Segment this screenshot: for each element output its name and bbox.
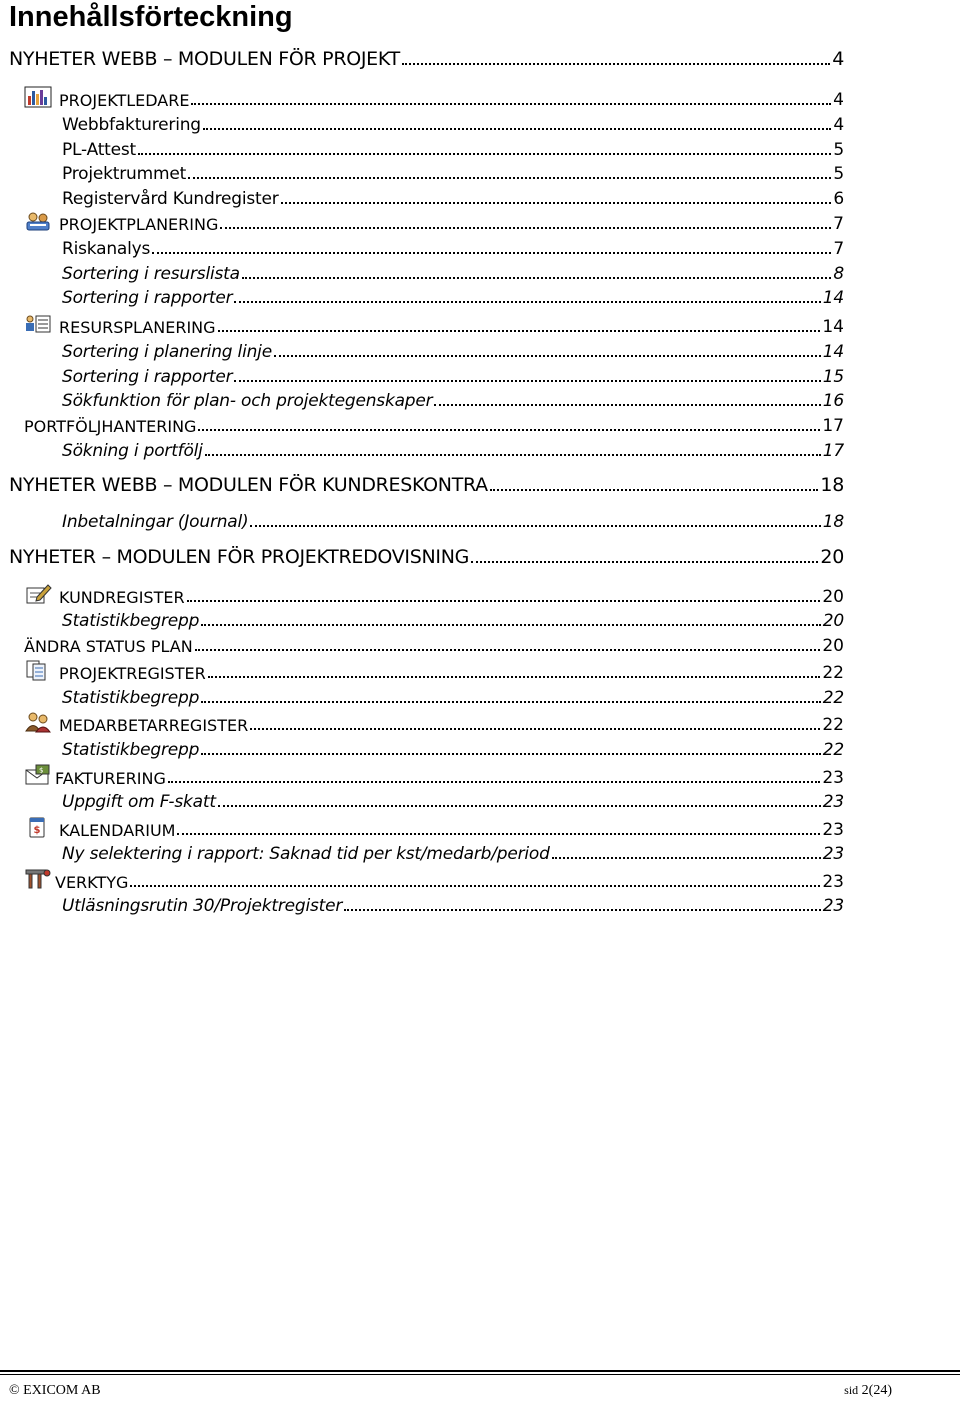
toc-entry-page: 16 — [822, 391, 844, 411]
toc-entry-page: 4 — [832, 48, 844, 70]
toc-leader-dots — [242, 277, 832, 279]
toc-entry[interactable] — [24, 762, 844, 788]
toc-leader-dots — [250, 728, 820, 730]
tools-icon — [24, 868, 52, 890]
footer-rule-thin — [0, 1374, 960, 1375]
toc-entry-page: 17 — [822, 416, 844, 436]
document-list-icon — [24, 659, 52, 681]
toc-entry-label: Statistikbegrepp — [62, 611, 200, 631]
toc-entry-label: NYHETER – MODULEN FÖR PROJEKTREDOVISNING — [9, 546, 470, 568]
toc-leader-dots — [490, 489, 819, 491]
toc-entry[interactable] — [62, 605, 844, 631]
toc-entry[interactable] — [24, 84, 844, 110]
toc-leader-dots — [208, 676, 821, 678]
toc-entry-label: PL-Attest — [62, 140, 137, 160]
toc-entry-label: VERKTYG — [55, 873, 129, 892]
toc-leader-dots — [203, 128, 831, 130]
toc-entry-page: 20 — [822, 636, 844, 656]
toc-entry-page: 14 — [822, 342, 844, 362]
toc-entry-label: Uppgift om F-skatt — [62, 792, 216, 812]
toc-entry-label: Sortering i resurslista — [62, 264, 240, 284]
toc-entry-page: 18 — [822, 512, 844, 532]
footer-page-value: 2(24) — [861, 1383, 892, 1398]
toc-entry-label: Webbfakturering — [62, 115, 201, 135]
toc-entry-page: 5 — [833, 164, 844, 184]
toc-entry[interactable] — [62, 258, 844, 284]
toc-entry[interactable] — [62, 734, 844, 760]
toc-entry-page: 23 — [822, 820, 844, 840]
toc-entry[interactable] — [62, 506, 844, 532]
toc-entry[interactable] — [24, 866, 844, 892]
toc-entry-page: 20 — [820, 546, 844, 568]
toc-entry-label: Registervård Kundregister — [62, 189, 279, 209]
footer-page-number — [844, 1383, 892, 1399]
toc-entry[interactable] — [62, 233, 844, 259]
toc-entry[interactable] — [24, 814, 844, 840]
toc-entry-label: KUNDREGISTER — [59, 588, 185, 607]
toc-entry-page: 4 — [833, 90, 844, 110]
toc-leader-dots — [344, 909, 821, 911]
resource-planning-icon — [24, 313, 52, 335]
toc-entry-label: NYHETER WEBB – MODULEN FÖR PROJEKT — [9, 48, 400, 70]
toc-entry[interactable] — [62, 336, 844, 362]
footer-rule — [0, 1370, 960, 1372]
toc-entry-label: PORTFÖLJHANTERING — [24, 417, 197, 436]
toc-entry-label: MEDARBETARREGISTER — [59, 716, 249, 735]
toc-entry-label: Sökfunktion för plan- och projektegenskaper — [62, 391, 433, 411]
toc-entry[interactable] — [62, 109, 844, 135]
toc-entry[interactable] — [9, 542, 844, 568]
toc-entry-page: 22 — [822, 663, 844, 683]
toc-leader-dots — [168, 781, 821, 783]
toc-entry[interactable] — [24, 709, 844, 735]
toc-entry-page: 20 — [822, 611, 844, 631]
toc-leader-dots — [198, 429, 820, 431]
toc-entry-page: 22 — [822, 740, 844, 760]
toc-leader-dots — [195, 649, 821, 651]
toc-entry-page: 18 — [820, 474, 844, 496]
toc-leader-dots — [220, 227, 831, 229]
toc-entry-page: 6 — [833, 189, 844, 209]
toc-entry-page: 20 — [822, 587, 844, 607]
toc-entry-page: 17 — [822, 441, 844, 461]
toc-entry-label: Sortering i rapporter — [62, 367, 233, 387]
toc-leader-dots — [177, 833, 820, 835]
toc-entry[interactable] — [62, 282, 844, 308]
toc-entry-label: Sortering i planering linje — [62, 342, 272, 362]
toc-entry[interactable] — [9, 44, 844, 70]
toc-entry-label: Sökning i portfölj — [62, 441, 203, 461]
toc-leader-dots — [201, 624, 821, 626]
toc-entry[interactable] — [62, 786, 844, 812]
toc-entry-page: 7 — [833, 239, 844, 259]
calendar-icon — [24, 816, 52, 838]
toc-leader-dots — [234, 380, 820, 382]
toc-leader-dots — [205, 454, 821, 456]
toc-leader-dots — [552, 857, 821, 859]
toc-entry-page: 23 — [822, 792, 844, 812]
toc-leader-dots — [201, 701, 821, 703]
toc-entry-label: RESURSPLANERING — [59, 318, 216, 337]
toc-leader-dots — [434, 404, 820, 406]
toc-entry-label: PROJEKTLEDARE — [59, 91, 190, 110]
toc-leader-dots — [281, 202, 832, 204]
toc-leader-dots — [152, 252, 831, 254]
toc-entry-label: PROJEKTREGISTER — [59, 664, 206, 683]
toc-leader-dots — [138, 153, 831, 155]
toc-entry-page: 15 — [822, 367, 844, 387]
toc-entry[interactable] — [62, 158, 844, 184]
toc-leader-dots — [218, 330, 821, 332]
toc-entry-page: 23 — [822, 844, 844, 864]
people-icon — [24, 711, 52, 733]
toc-entry-page: 22 — [822, 715, 844, 735]
toc-entry-label: NYHETER WEBB – MODULEN FÖR KUNDRESKONTRA — [9, 474, 488, 496]
toc-entry-label: Projektrummet — [62, 164, 187, 184]
toc-entry-label: FAKTURERING — [55, 769, 166, 788]
toc-entry[interactable] — [24, 311, 844, 337]
toc-entry-label: Statistikbegrepp — [62, 740, 200, 760]
toc-entry[interactable] — [62, 361, 844, 387]
edit-document-icon — [24, 583, 52, 605]
toc-leader-dots — [250, 525, 820, 527]
toc-entry-page: 4 — [833, 115, 844, 135]
toc-leader-dots — [191, 103, 831, 105]
toc-entry[interactable] — [62, 385, 844, 411]
toc-entry-label: KALENDARIUM — [59, 821, 176, 840]
toc-leader-dots — [130, 885, 820, 887]
svg-text:$: $ — [39, 766, 44, 775]
toc-entry-page: 23 — [822, 872, 844, 892]
toc-entry-label: Ny selektering i rapport: Saknad tid per kst/medarb/period — [62, 844, 550, 864]
toc-entry-label: PROJEKTPLANERING — [59, 215, 219, 234]
toc-entry-page: 5 — [833, 140, 844, 160]
toc-entry-label: Utläsningsrutin 30/Projektregister — [62, 896, 343, 916]
toc-entry[interactable] — [9, 470, 844, 496]
toc-entry[interactable] — [62, 682, 844, 708]
toc-entry-page: 23 — [822, 768, 844, 788]
toc-leader-dots — [188, 177, 831, 179]
invoice-envelope-icon — [24, 764, 52, 786]
page-title: Innehållsförteckning — [9, 1, 293, 33]
toc-entry-page: 14 — [822, 317, 844, 337]
toc-entry[interactable] — [62, 134, 844, 160]
toc-leader-dots — [187, 600, 821, 602]
toc-entry-page: 14 — [822, 288, 844, 308]
toc-entry-label: Statistikbegrepp — [62, 688, 200, 708]
toc-leader-dots — [218, 805, 821, 807]
toc-entry-page: 8 — [833, 264, 844, 284]
svg-text:$: $ — [33, 825, 41, 836]
toc-entry-label: Inbetalningar (Journal) — [62, 512, 249, 532]
toc-leader-dots — [471, 561, 818, 563]
toc-entry-page: 7 — [833, 214, 844, 234]
toc-leader-dots — [274, 355, 821, 357]
toc-entry-label: Riskanalys — [62, 239, 151, 259]
toc-entry[interactable] — [24, 208, 844, 234]
toc-leader-dots — [234, 301, 820, 303]
people-planning-icon — [24, 210, 52, 232]
toc-entry[interactable] — [62, 890, 844, 916]
toc-entry[interactable] — [62, 183, 844, 209]
toc-entry-label: Sortering i rapporter — [62, 288, 233, 308]
toc-entry[interactable] — [62, 435, 844, 461]
toc-entry-label: ÄNDRA STATUS PLAN — [24, 637, 193, 656]
toc-entry[interactable] — [62, 838, 844, 864]
toc-entry-page: 22 — [822, 688, 844, 708]
toc-leader-dots — [402, 63, 830, 65]
bar-chart-icon — [24, 86, 52, 108]
toc-entry-page: 23 — [822, 896, 844, 916]
toc-entry[interactable] — [24, 630, 844, 656]
footer-page-label: sid — [844, 1383, 859, 1397]
toc-leader-dots — [201, 753, 821, 755]
toc-entry[interactable] — [24, 581, 844, 607]
toc-entry[interactable] — [24, 657, 844, 683]
footer-copyright: © EXICOM AB — [9, 1383, 101, 1398]
toc-entry[interactable] — [24, 410, 844, 436]
